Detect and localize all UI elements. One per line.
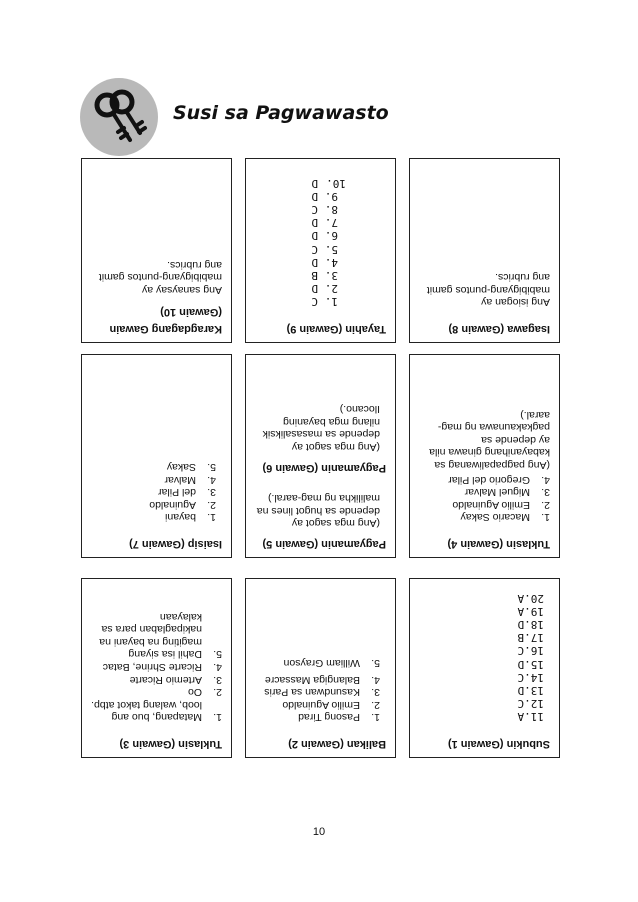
list-item: 7. D (311, 216, 338, 230)
list-item: 10. D (311, 176, 346, 190)
box-note: (Ang mga sagot ay depende sa masasaliksik nilang mga bayaning Ilocano.) (262, 403, 380, 454)
box-tuklasin-3 (81, 578, 232, 758)
box-title: Tuklasin (Gawain 4) (447, 538, 550, 550)
header (80, 78, 389, 158)
list-item: 3. Miguel Malvar (464, 486, 550, 499)
list-item: 1. Matapang, buo ang loob, walang takot atbp. (91, 698, 222, 724)
list-item: 12.C (517, 697, 544, 711)
list-item: 1. Macario Sakay (460, 511, 550, 524)
box-note: (Ang pagpapaliwanag sa kabayanihang ginawa nila ay depende sa pagkakaunawa ng mag-aaral.) (429, 408, 550, 472)
box-subtitle: (Gawain 10) (160, 306, 222, 319)
box-title: Tayahin (Gawain 9) (286, 323, 386, 335)
box-title: Karagdagang Gawain (109, 323, 222, 335)
list-item: 18.D (517, 617, 544, 631)
list-item: 4. Gregorio del Pilar (448, 473, 550, 486)
list-item: 5. Dahil isa siyang magiting na bayani na nakipaglaban para sa kalayaan (99, 610, 222, 661)
box-balikan (245, 578, 396, 758)
list-item: 3. Kasundwan sa Paris (264, 686, 380, 699)
box-title: Pagyamanin (Gawain 5) (262, 538, 386, 550)
box-note: (Ang mga sagot ay depende sa hugot lines na malilikha ng mag-aaral.) (256, 492, 380, 530)
list-item: 8. C (311, 202, 338, 216)
box-isagawa (409, 158, 560, 343)
list-item: 4. Balangiga Massacre (264, 673, 380, 686)
list-item: 19.A (517, 604, 544, 618)
list-item: 5. C (311, 242, 338, 256)
list-item: 16.C (517, 644, 544, 658)
answer-key-grid (81, 158, 560, 758)
box-title: Pagyamanin (Gawain 6) (262, 461, 386, 474)
list-item: 2. Aguinaldo (149, 498, 216, 511)
box-title: Balikan (Gawain 2) (288, 738, 386, 750)
box-title: Isaisip (Gawain 7) (129, 538, 222, 550)
box-tuklasin-4 (409, 354, 560, 558)
box-text: Ang sanaysay ay mabibigyang-puntos gamit ang rubrics. (98, 258, 222, 296)
list-item: 13.D (517, 684, 544, 697)
page-title: Susi sa Pagwawasto (173, 102, 389, 124)
box-isaisip (81, 354, 232, 558)
list-item: 20.A (517, 591, 544, 605)
page-number: 10 (312, 826, 326, 838)
list-item: 4. Ricarte Shrine, Batac (102, 661, 222, 674)
list-item: 4. D (311, 255, 338, 269)
list-item: 6. D (311, 229, 338, 243)
box-subukin (409, 578, 560, 758)
keys-icon (80, 78, 158, 156)
list-item: 15.D (517, 657, 544, 671)
box-karagdagang-gawain (81, 158, 232, 343)
box-title: Tuklasin (Gawain 3) (119, 738, 222, 750)
box-title: Isagawa (Gawain 8) (448, 323, 550, 335)
list-item: 3. Artemio Ricarte (129, 673, 222, 686)
list-item: 17.B (517, 631, 544, 645)
list-item: 5. Sakay (166, 461, 216, 474)
list-item: 5. William Grayson (283, 657, 380, 670)
list-item: 1. Pasong Tirad (298, 711, 380, 724)
box-text: Ang isiogan ay mabibigyang-puntos gamit ang rubrics. (426, 271, 550, 309)
list-item: 1. bayani (165, 511, 216, 524)
list-item: 2. D (311, 282, 338, 296)
box-title: Subukin (Gawain 1) (447, 738, 550, 750)
list-item: 2. Oo (187, 686, 222, 699)
list-item: 9. D (311, 189, 338, 203)
list-item: 11.A (517, 710, 544, 724)
list-item: 3. B (311, 269, 338, 282)
list-item: 4. Malvar (164, 473, 216, 486)
box-tayahin (245, 158, 396, 343)
list-item: 3. del Pilar (158, 486, 216, 499)
list-item: 1. C (311, 295, 338, 309)
list-item: 2. Emilio Aguinaldo (452, 498, 550, 511)
list-item: 2. Emilio Aguinaldo (282, 698, 380, 711)
box-pagyamanin (245, 354, 396, 558)
list-item: 14.C (517, 670, 544, 684)
